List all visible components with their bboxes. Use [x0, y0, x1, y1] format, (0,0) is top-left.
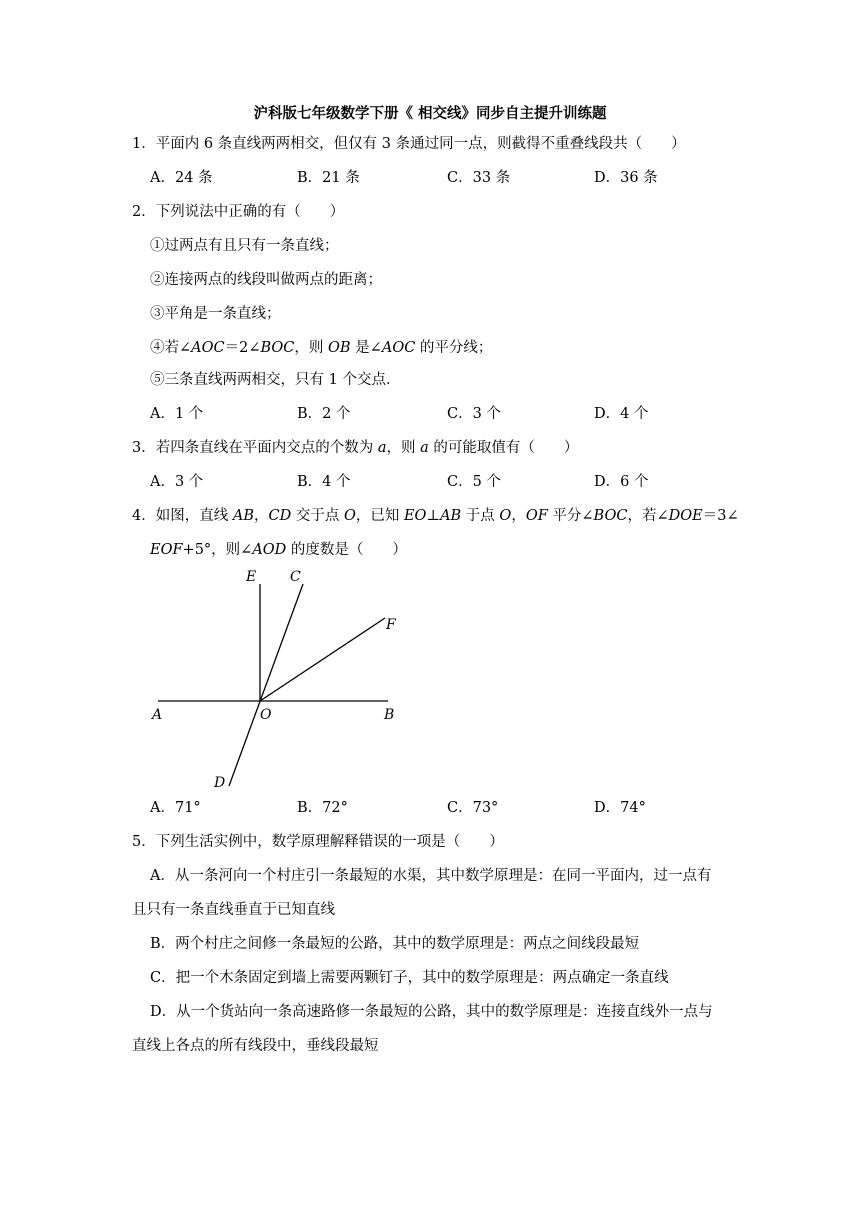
q2-option-a: A．1 个	[150, 406, 204, 422]
q4-figure	[140, 562, 430, 800]
q1-option-b: B．21 条	[297, 170, 360, 186]
q3-option-d: D．6 个	[594, 474, 649, 490]
q2-stem: 2．下列说法中正确的有（ ）	[132, 204, 345, 220]
label-d: D	[214, 775, 226, 791]
q3-stem: 3．若四条直线在平面内交点的个数为 a，则 a 的可能取值有（ ）	[132, 440, 579, 456]
q2-statement-3: ③平角是一条直线；	[150, 306, 281, 322]
label-f: F	[386, 617, 396, 633]
q2-statement-4: ④若∠AOC＝2∠BOC，则 OB 是∠AOC 的平分线；	[150, 340, 493, 356]
label-a: A	[152, 707, 163, 723]
ray-of	[260, 618, 385, 701]
q5-option-b: B．两个村庄之间修一条最短的公路，其中的数学原理是：两点之间线段最短	[150, 936, 640, 952]
q5-option-a-line-1: A．从一条河向一个村庄引一条最短的水渠，其中数学原理是：在同一平面内，过一点有	[150, 868, 712, 884]
label-b: B	[384, 707, 395, 723]
q2-statement-1: ①过两点有且只有一条直线；	[150, 238, 339, 254]
q2-option-b: B．2 个	[297, 406, 351, 422]
q4-option-a: A．71°	[150, 800, 201, 816]
q4-stem-line-1: 4．如图，直线 AB，CD 交于点 O，已知 EO⊥AB 于点 O，OF 平分∠BOC，若∠DOE＝3∠	[132, 508, 739, 524]
q3-option-b: B．4 个	[297, 474, 351, 490]
page-title: 沪科版七年级数学下册《 相交线》同步自主提升训练题	[253, 105, 607, 122]
q5-option-d-line-1: D．从一个货站向一条高速路修一条最短的公路，其中的数学原理是：连接直线外一点与	[150, 1004, 713, 1020]
q4-option-c: C．73°	[447, 800, 499, 816]
q5-option-c: C．把一个木条固定到墙上需要两颗钉子，其中的数学原理是：两点确定一条直线	[150, 970, 669, 986]
q2-statement-5: ⑤三条直线两两相交，只有 1 个交点．	[150, 372, 401, 388]
q1-option-d: D．36 条	[594, 170, 658, 186]
label-c: C	[290, 569, 301, 585]
q5-option-d-line-2: 直线上各点的所有线段中，垂线段最短	[132, 1038, 379, 1054]
line-cd	[229, 584, 303, 786]
q1-option-c: C．33 条	[447, 170, 511, 186]
q5-option-a-line-2: 且只有一条直线垂直于已知直线	[132, 902, 335, 918]
q3-option-c: C．5 个	[447, 474, 501, 490]
q2-option-c: C．3 个	[447, 406, 501, 422]
q2-statement-2: ②连接两点的线段叫做两点的距离；	[150, 272, 382, 288]
q1-stem: 1．平面内 6 条直线两两相交，但仅有 3 条通过同一点，则截得不重叠线段共（ ）	[132, 136, 686, 152]
label-o: O	[260, 707, 272, 723]
label-e: E	[246, 569, 257, 585]
q3-option-a: A．3 个	[150, 474, 204, 490]
q2-option-d: D．4 个	[594, 406, 649, 422]
q4-stem-line-2: EOF+5°，则∠AOD 的度数是（ ）	[150, 542, 407, 558]
q5-stem: 5．下列生活实例中，数学原理解释错误的一项是（ ）	[132, 834, 504, 850]
q4-option-b: B．72°	[297, 800, 348, 816]
q1-option-a: A．24 条	[150, 170, 213, 186]
q4-option-d: D．74°	[594, 800, 646, 816]
